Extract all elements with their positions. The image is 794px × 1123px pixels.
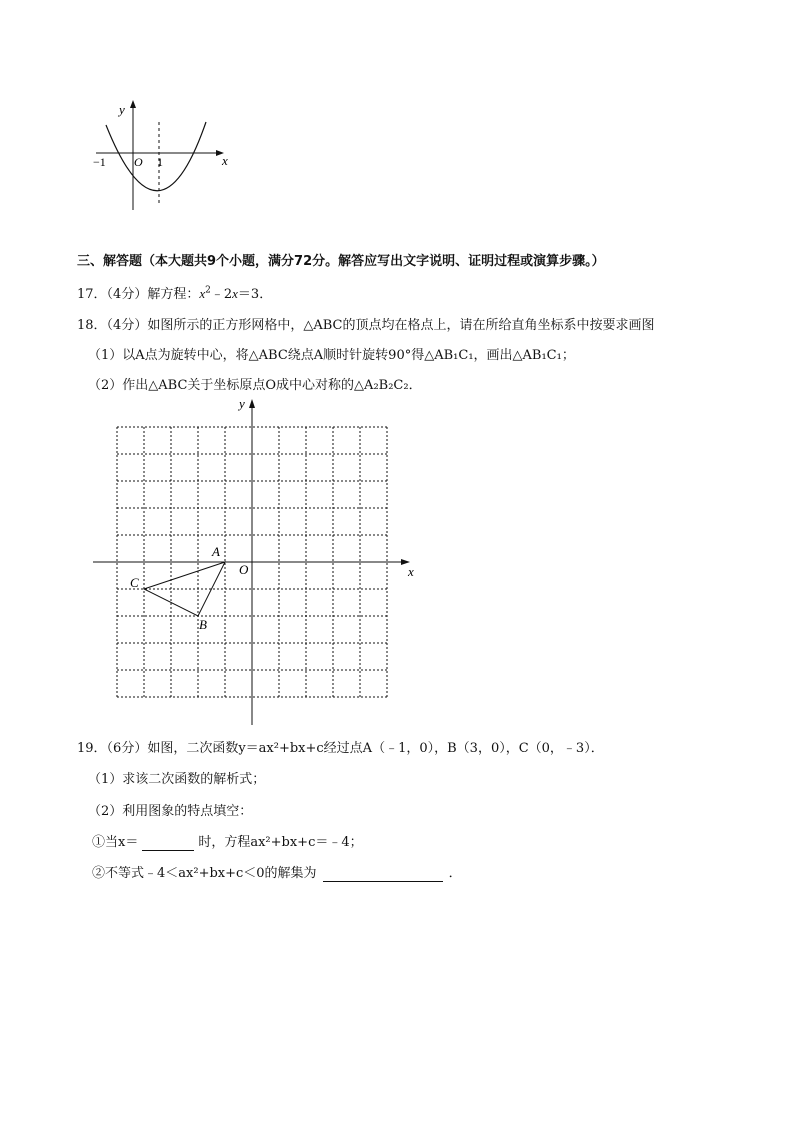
q19-item2-text-a: ②不等式﹣4＜ax²+bx+c＜0的解集为 (92, 866, 317, 881)
q19-item1 (92, 831, 363, 851)
q19-item1-text-b: 时，方程ax²+bx+c＝﹣4； (198, 835, 363, 850)
y-axis-arrow (130, 100, 136, 108)
point-a-label: A (212, 544, 220, 559)
q19-item1-text-a: ①当x＝ (92, 835, 139, 850)
section-heading: 三、解答题（本大题共9个小题，满分72分。解答应写出文字说明、证明过程或演算步骤。） (77, 254, 605, 269)
q17-number: 17． (77, 287, 107, 302)
grid-x-label: x (408, 564, 414, 579)
grid-y-label: y (239, 396, 245, 411)
q17-var-x2: x (232, 286, 238, 301)
q19-score: （6分） (106, 741, 148, 756)
q17-text-c: ＝3． (237, 287, 273, 302)
question-17 (77, 283, 272, 302)
triangle-abc (144, 562, 225, 616)
question-19-intro (77, 737, 604, 756)
q19-number: 19． (77, 741, 107, 756)
q19-intro-text: 如图，二次函数y＝ax²+bx+c经过点A（﹣1，0），B（3，0），C（0，﹣3）． (147, 741, 604, 756)
q18-part1: （1）以A点为旋转中心，将△ABC绕点A顺时针旋转90°得△AB₁C₁，画出△AB₁C₁； (88, 348, 575, 363)
grid-figure (90, 395, 420, 730)
q18-part2: （2）作出△ABC关于坐标原点O成中心对称的△A₂B₂C₂． (88, 378, 422, 393)
q17-var-x: x (199, 286, 206, 301)
q18-score: （4分） (106, 318, 148, 333)
q18-intro-text: 如图所示的正方形网格中，△ABC的顶点均在格点上，请在所给直角坐标系中按要求画图 (147, 318, 655, 333)
question-18-intro (77, 314, 654, 333)
q19-item2-text-b: ． (448, 866, 462, 881)
parabola-figure (88, 98, 248, 216)
answer-blank-1[interactable] (142, 835, 194, 851)
parabola-curve (106, 122, 206, 191)
q17-text-a: 解方程： (147, 287, 200, 302)
origin-label: O (134, 155, 143, 169)
q19-part1: （1）求该二次函数的解析式； (88, 772, 266, 787)
point-c-label: C (130, 575, 139, 590)
q17-text-b: ﹣2 (210, 287, 233, 302)
answer-blank-2[interactable] (323, 866, 443, 882)
point-b-label: B (199, 617, 207, 632)
grid-origin-label: O (239, 562, 249, 577)
q17-exponent: 2 (205, 285, 211, 296)
q17-score: （4分） (106, 287, 148, 302)
y-axis-label: y (119, 102, 125, 117)
q19-item2 (92, 862, 462, 882)
q19-part2: （2）利用图象的特点填空： (88, 804, 253, 819)
tick-neg1-label: −1 (93, 155, 106, 169)
x-axis-label: x (222, 153, 228, 168)
q18-number: 18． (77, 318, 107, 333)
grid-y-axis-arrow (249, 399, 255, 408)
tick-1-label: 1 (157, 155, 163, 169)
